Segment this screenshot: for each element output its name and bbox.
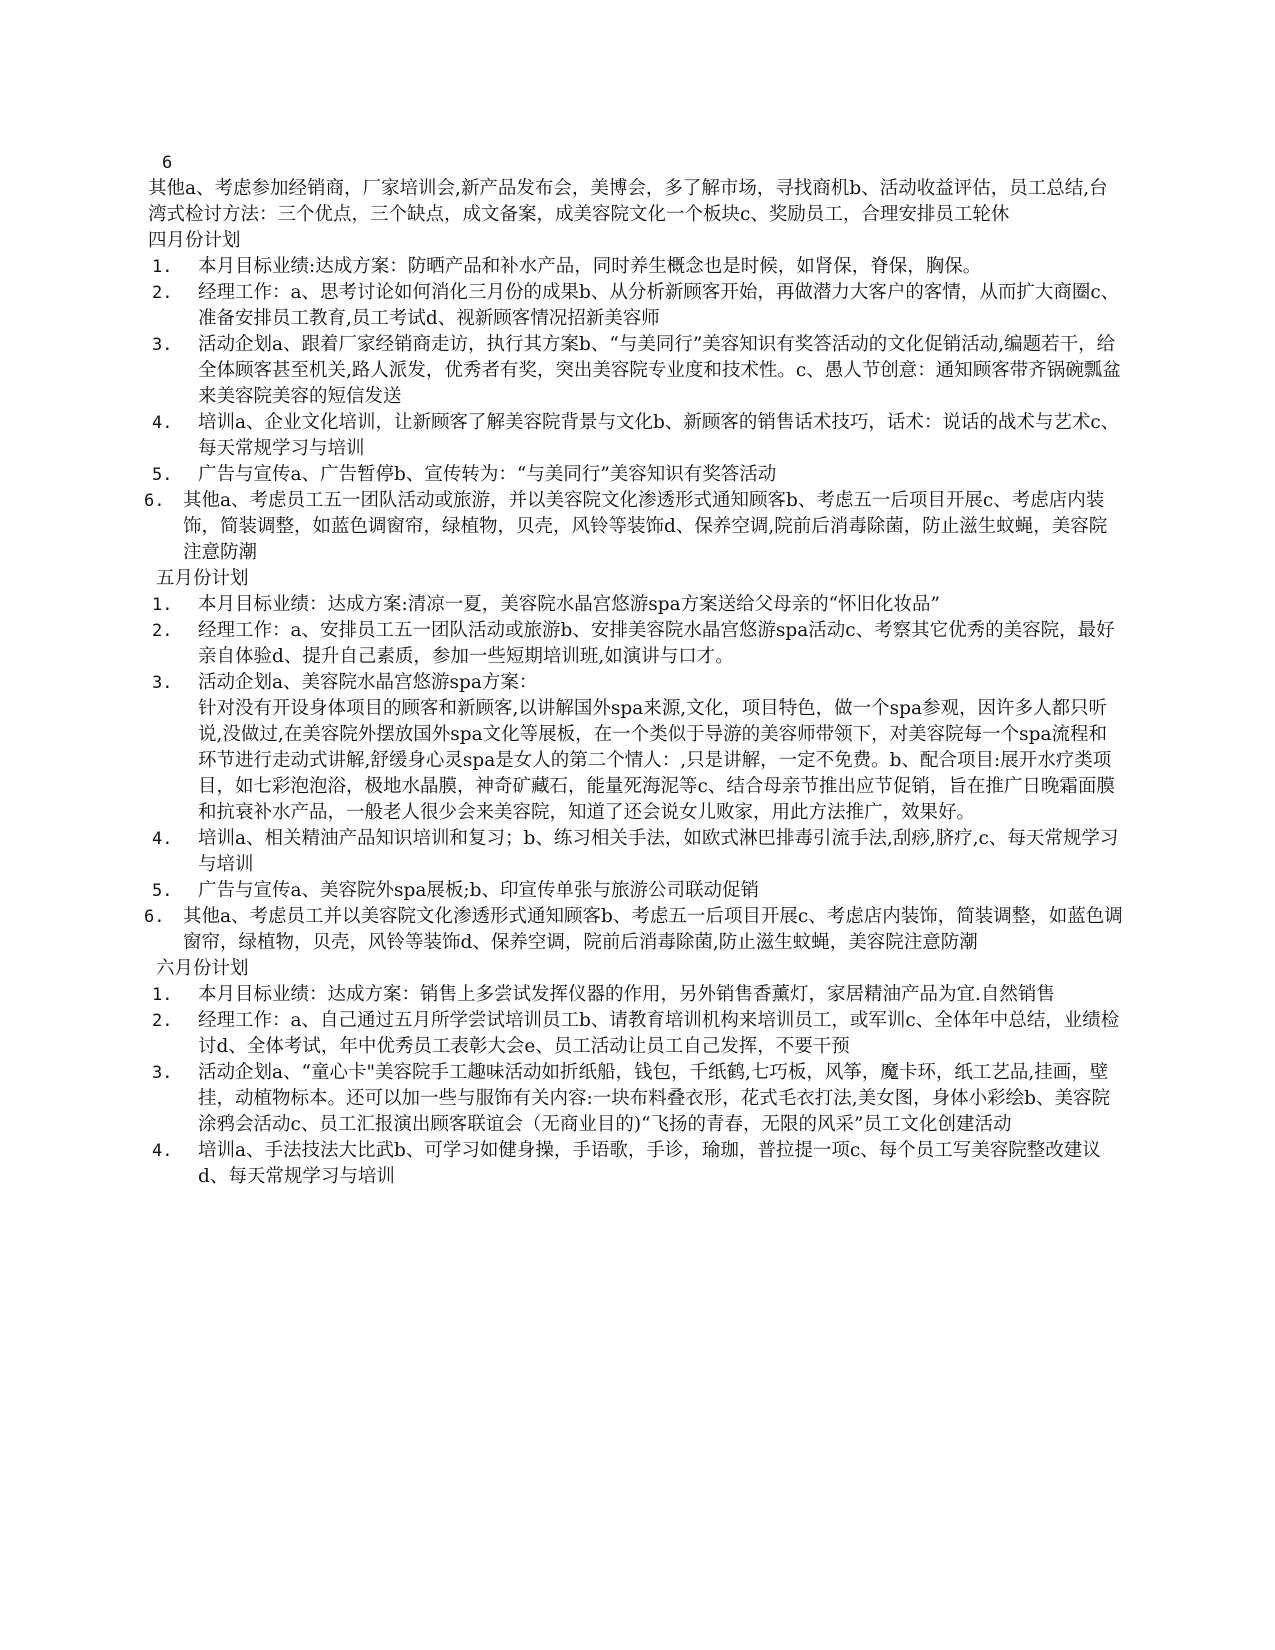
item-text: 其他a、考虑员工五一团队活动或旅游，并以美容院文化渗透形式通知顾客b、考虑五一后项目开展c、考虑店内装饰，简装调整，如蓝色调窗帘，绿植物，贝壳，风铃等装饰d、保养空调,院前后消毒除菌，防止滋生蚊蝇，美容院注意防潮 — [183, 490, 1108, 563]
item-text: 活动企划a、“童心卡"美容院手工趣味活动如折纸船，钱包，千纸鹤,七巧板，风筝，魔卡环，纸工艺品,挂画，壁挂，动植物标本。还可以加一些与服饰有关内容:一块布料叠衣形，花式毛衣打法,美女图，身体小彩绘b、美容院涂鸦会活动c、员工汇报演出顾客联谊会（无商业目的)“飞扬的青春，无限的风采”员工文化创建活动 — [198, 1062, 1110, 1135]
item-number: 2. — [152, 283, 173, 303]
item-number: 1. — [152, 595, 173, 615]
item-detail-text: 针对没有开设身体项目的顾客和新顾客,以讲解国外spa来源,文化，项目特色，做一个spa参观，因许多人都只听说,没做过,在美容院外摆放国外spa文化等展板，在一个类似于导游的美容师带领下，对美容院每一个spa流程和环节进行走动式讲解,舒缓身心灵spa是女人的第二个情人：,只是讲解，一定不免费。b、配合项目:展开水疗类项目，如七彩泡泡浴，极地水晶膜，神奇矿藏石，能量死海泥等c、结合母亲节推出应节促销，旨在推广日晚霜面膜和抗衰补水产品，一般老人很少会来美容院，知道了还会说女儿败家，用此方法推广，效果好。 — [198, 698, 1115, 823]
list-item — [148, 332, 1123, 410]
list-item — [148, 280, 1123, 332]
item-number: 2. — [152, 621, 173, 641]
item-number: 6. — [144, 907, 165, 927]
list-item — [148, 826, 1123, 878]
item-text: 广告与宣传a、广告暂停b、宣传转为：“与美同行”美容知识有奖答活动 — [198, 464, 777, 485]
item-number: 5. — [152, 881, 173, 901]
april-heading: 四月份计划 — [148, 230, 241, 251]
item-text: 其他a、考虑员工并以美容院文化渗透形式通知顾客b、考虑五一后项目开展c、考虑店内装饰，简装调整，如蓝色调窗帘，绿植物，贝壳，风铃等装饰d、保养空调，院前后消毒除菌,防止滋生蚊蝇，美容院注意防潮 — [183, 906, 1123, 953]
list-item — [144, 488, 1123, 566]
item-number: 1. — [152, 257, 173, 277]
list-item — [148, 410, 1123, 462]
item-number: 1. — [152, 985, 173, 1005]
item-text: 经理工作：a、思考讨论如何消化三月份的成果b、从分析新顾客开始，再做潜力大客户的客情，从而扩大商圈c、准备安排员工教育,员工考试d、视新顾客情况招新美容师 — [198, 282, 1120, 329]
item-number: 3. — [152, 1063, 173, 1083]
list-item — [148, 1008, 1123, 1060]
item-number: 3. — [152, 673, 173, 693]
list-item — [148, 254, 1123, 280]
item-number: 5. — [152, 465, 173, 485]
item-text: 经理工作：a、安排员工五一团队活动或旅游b、安排美容院水晶宫悠游spa活动c、考察其它优秀的美容院，最好亲自体验d、提升自己素质，参加一些短期培训班,如演讲与口才。 — [198, 620, 1115, 667]
item-text: 本月目标业绩：达成方案：销售上多尝试发挥仪器的作用，另外销售香薰灯，家居精油产品为宜.自然销售 — [198, 984, 1055, 1005]
list-item — [144, 904, 1123, 956]
list-item — [148, 982, 1123, 1008]
item-number: 4. — [152, 413, 173, 433]
item-text: 培训a、企业文化培训，让新顾客了解美容院背景与文化b、新顾客的销售话术技巧，话术：说话的战术与艺术c、每天常规学习与培训 — [198, 412, 1120, 459]
intro-paragraph: 其他a、考虑参加经销商，厂家培训会,新产品发布会，美博会，多了解市场，寻找商机b、活动收益评估，员工总结,台湾式检讨方法：三个优点，三个缺点，成文备案，成美容院文化一个板块c、奖励员工，合理安排员工轮休 — [148, 178, 1108, 225]
item-text: 本月目标业绩:达成方案：防晒产品和补水产品，同时养生概念也是时候，如肾保，脊保，胸保。 — [198, 256, 982, 277]
list-item — [148, 462, 1123, 488]
item-number: 4. — [152, 829, 173, 849]
list-item — [148, 1138, 1123, 1190]
page-number: 6 — [162, 153, 173, 173]
item-text: 活动企划a、美容院水晶宫悠游spa方案： — [198, 672, 538, 693]
may-list — [144, 592, 1123, 956]
item-text: 本月目标业绩：达成方案:清凉一夏，美容院水晶宫悠游spa方案送给父母亲的“怀旧化妆品” — [198, 594, 941, 615]
list-item — [148, 618, 1123, 670]
item-number: 2. — [152, 1011, 173, 1031]
item-number: 6. — [144, 491, 165, 511]
item-text: 培训a、手法技法大比武b、可学习如健身操，手语歌，手诊，瑜珈，普拉提一项c、每个员工写美容院整改建议d、每天常规学习与培训 — [198, 1140, 1101, 1187]
list-item — [148, 592, 1123, 618]
list-item — [148, 1060, 1123, 1138]
june-list — [148, 982, 1123, 1190]
item-text: 培训a、相关精油产品知识培训和复习；b、练习相关手法，如欧式淋巴排毒引流手法,刮痧,脐疗,c、每天常规学习与培训 — [198, 828, 1119, 875]
item-text: 经理工作：a、自己通过五月所学尝试培训员工b、请教育培训机构来培训员工，或军训c、全体年中总结，业绩检讨d、全体考试，年中优秀员工表彰大会e、员工活动让员工自己发挥，不要干预 — [198, 1010, 1120, 1057]
list-item — [148, 878, 1123, 904]
item-number: 4. — [152, 1141, 173, 1161]
document-body — [144, 176, 1123, 1190]
may-heading: 五月份计划 — [156, 568, 249, 589]
list-item — [148, 670, 1123, 826]
item-number: 3. — [152, 335, 173, 355]
april-list — [144, 254, 1123, 566]
item-text: 活动企划a、跟着厂家经销商走访，执行其方案b、“与美同行”美容知识有奖答活动的文化促销活动,编题若干，给全体顾客甚至机关,路人派发，优秀者有奖，突出美容院专业度和技术性。c、愚人节创意：通知顾客带齐锅碗瓢盆来美容院美容的短信发送 — [198, 334, 1121, 407]
june-heading: 六月份计划 — [156, 958, 249, 979]
item-text: 广告与宣传a、美容院外spa展板;b、印宣传单张与旅游公司联动促销 — [198, 880, 759, 901]
